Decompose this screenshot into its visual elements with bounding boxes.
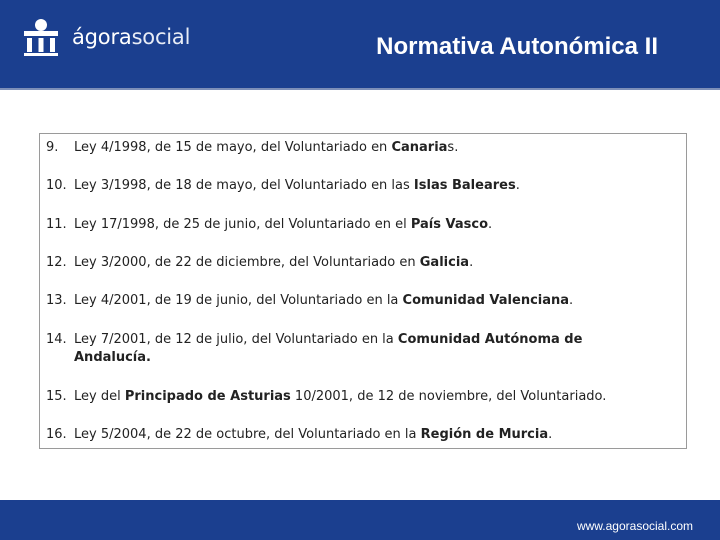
item-number: 16. — [46, 427, 67, 442]
item-number: 14. — [46, 332, 67, 347]
footer-bar — [0, 500, 720, 540]
item-number: 13. — [46, 293, 67, 308]
item-number: 15. — [46, 389, 67, 404]
logo-text-light: social — [131, 24, 191, 49]
item-text: Ley 5/2004, de 22 de octubre, del Voluntariado en la — [74, 427, 421, 442]
list-item — [46, 388, 606, 406]
item-suffix: s. — [447, 140, 459, 155]
list-item — [46, 216, 492, 234]
item-suffix: . — [469, 255, 474, 270]
item-text: Ley 3/1998, de 18 de mayo, del Voluntariado en las — [74, 178, 414, 193]
item-region-continued: Andalucía. — [74, 350, 151, 365]
item-suffix: . — [569, 293, 574, 308]
item-suffix: . — [515, 178, 520, 193]
item-number: 9. — [46, 140, 59, 155]
item-text: Ley 17/1998, de 25 de junio, del Voluntariado en el — [74, 217, 411, 232]
item-region: Comunidad Autónoma de — [397, 332, 583, 347]
item-number: 10. — [46, 178, 67, 193]
item-region: Islas Baleares — [413, 178, 516, 193]
item-region: Comunidad Valenciana — [402, 293, 570, 308]
item-suffix: . — [488, 217, 493, 232]
list-item — [46, 331, 582, 367]
item-region: Galicia — [419, 255, 470, 270]
item-text: Ley 4/1998, de 15 de mayo, del Voluntariado en — [74, 140, 392, 155]
header-divider — [0, 88, 720, 90]
footer-url-link[interactable]: www.agorasocial.com — [576, 519, 693, 533]
item-number: 11. — [46, 217, 67, 232]
logo-text — [72, 24, 191, 49]
list-item — [46, 426, 552, 444]
item-suffix: 10/2001, de 12 de noviembre, del Voluntariado. — [290, 389, 607, 404]
item-region: Región de Murcia — [420, 427, 549, 442]
list-item — [46, 292, 573, 310]
item-suffix: . — [548, 427, 553, 442]
item-region: País Vasco — [410, 217, 488, 232]
content-box — [39, 133, 687, 449]
item-region: Principado de Asturias — [124, 389, 291, 404]
header-bar — [0, 0, 720, 88]
list-item — [46, 254, 473, 272]
logo-text-bold: ágora — [72, 24, 132, 49]
page-title: Normativa Autonómica II — [376, 33, 658, 60]
list-item — [46, 177, 520, 195]
columns-building-icon — [22, 17, 60, 57]
item-text: Ley 4/2001, de 19 de junio, del Voluntariado en la — [74, 293, 403, 308]
item-region: Canaria — [391, 140, 448, 155]
item-text: Ley 7/2001, de 12 de julio, del Voluntariado en la — [74, 332, 398, 347]
list-item — [46, 139, 458, 157]
item-text: Ley 3/2000, de 22 de diciembre, del Voluntariado en — [74, 255, 420, 270]
item-number: 12. — [46, 255, 67, 270]
logo[interactable] — [22, 17, 190, 57]
item-text: Ley del — [74, 389, 125, 404]
